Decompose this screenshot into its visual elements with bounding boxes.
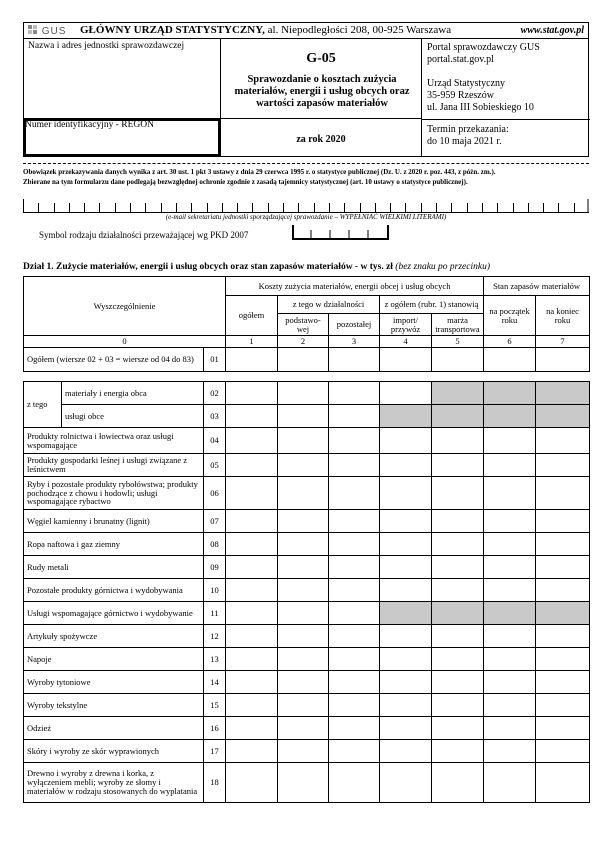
form-code: G-05 bbox=[306, 51, 336, 66]
col-num: 2 bbox=[278, 336, 329, 348]
header-stock: Stan zapasów materiałów bbox=[484, 277, 590, 296]
section-note: (bez znaku po przecinku) bbox=[395, 262, 491, 272]
data-cell[interactable] bbox=[226, 556, 278, 579]
header-activity: z tego w działalności bbox=[278, 296, 380, 314]
data-cell[interactable] bbox=[536, 510, 590, 533]
row-number: 16 bbox=[204, 717, 226, 740]
materials-table-body bbox=[23, 381, 590, 803]
data-cell[interactable] bbox=[329, 740, 380, 763]
data-cell[interactable] bbox=[536, 625, 590, 648]
row-number: 14 bbox=[204, 671, 226, 694]
data-cell[interactable] bbox=[536, 740, 590, 763]
row-number: 17 bbox=[204, 740, 226, 763]
data-cell[interactable] bbox=[278, 671, 329, 694]
data-cell[interactable] bbox=[432, 477, 484, 510]
data-cell[interactable] bbox=[432, 671, 484, 694]
data-cell[interactable] bbox=[536, 533, 590, 556]
data-cell[interactable] bbox=[432, 533, 484, 556]
disabled-cell bbox=[536, 382, 590, 405]
data-cell[interactable] bbox=[226, 717, 278, 740]
data-cell[interactable] bbox=[536, 454, 590, 477]
disabled-cell bbox=[536, 602, 590, 625]
email-field[interactable] bbox=[23, 199, 589, 213]
office-address: al. Niepodległości 208, 00-925 Warszawa bbox=[267, 24, 452, 36]
gus-logo bbox=[28, 25, 66, 37]
table-row bbox=[24, 382, 590, 405]
row-label: usługi obce bbox=[62, 405, 204, 428]
data-cell[interactable] bbox=[380, 382, 432, 405]
header-bar bbox=[23, 22, 589, 39]
data-cell[interactable] bbox=[380, 740, 432, 763]
data-cell[interactable] bbox=[484, 533, 536, 556]
data-cell[interactable] bbox=[432, 579, 484, 602]
col-num: 6 bbox=[484, 336, 536, 348]
data-cell[interactable] bbox=[484, 625, 536, 648]
data-cell[interactable] bbox=[329, 717, 380, 740]
data-cell[interactable] bbox=[278, 648, 329, 671]
row-label: Skóry i wyroby ze skór wyprawionych bbox=[24, 740, 204, 763]
gus-logo-icon bbox=[28, 25, 38, 35]
disabled-cell bbox=[432, 382, 484, 405]
row-label: Produkty gospodarki leśnej i usługi związane z leśnictwem bbox=[24, 454, 204, 477]
data-cell[interactable] bbox=[484, 763, 536, 803]
row-number: 04 bbox=[204, 428, 226, 454]
data-cell[interactable] bbox=[226, 533, 278, 556]
header-stock-end: na koniec roku bbox=[536, 296, 590, 336]
data-cell[interactable] bbox=[432, 510, 484, 533]
email-caption: (e-mail sekretariatu jednostki sporządzającej sprawozdanie – WYPEŁNIAĆ WIELKIMI LITERAMI) bbox=[165, 213, 447, 221]
data-cell[interactable] bbox=[432, 428, 484, 454]
disabled-cell bbox=[380, 405, 432, 428]
row-label: Węgiel kamienny i brunatny (lignit) bbox=[24, 510, 204, 533]
data-cell[interactable] bbox=[484, 510, 536, 533]
data-cell[interactable] bbox=[329, 477, 380, 510]
row-label: Drewno i wyroby z drewna i korka, z wyłączeniem mebli; wyroby ze słomy i materiałów w rodzaju stosowanych do wyplatania bbox=[24, 763, 204, 803]
row-number: 11 bbox=[204, 602, 226, 625]
data-cell[interactable] bbox=[484, 694, 536, 717]
z-tego-label: z tego bbox=[24, 382, 62, 428]
data-cell[interactable] bbox=[226, 671, 278, 694]
data-cell[interactable] bbox=[278, 740, 329, 763]
row-number: 02 bbox=[204, 382, 226, 405]
header-import: import/ przywóz bbox=[380, 314, 432, 336]
dashed-separator bbox=[23, 163, 589, 164]
data-cell[interactable] bbox=[329, 533, 380, 556]
data-cell[interactable] bbox=[329, 648, 380, 671]
data-cell[interactable] bbox=[380, 510, 432, 533]
data-cell[interactable] bbox=[536, 428, 590, 454]
data-cell[interactable] bbox=[278, 454, 329, 477]
data-cell[interactable] bbox=[278, 694, 329, 717]
data-cell[interactable] bbox=[484, 579, 536, 602]
table-row bbox=[24, 477, 590, 510]
table-row bbox=[24, 602, 590, 625]
deadline-label: Termin przekazania: bbox=[427, 124, 509, 135]
data-cell[interactable] bbox=[380, 694, 432, 717]
data-cell[interactable] bbox=[226, 454, 278, 477]
data-cell[interactable] bbox=[432, 347, 484, 371]
data-cell[interactable] bbox=[432, 556, 484, 579]
data-cell[interactable] bbox=[484, 740, 536, 763]
data-cell[interactable] bbox=[380, 763, 432, 803]
data-cell[interactable] bbox=[536, 648, 590, 671]
data-cell[interactable] bbox=[329, 625, 380, 648]
data-cell[interactable] bbox=[226, 405, 278, 428]
data-cell[interactable] bbox=[536, 579, 590, 602]
col-num: 3 bbox=[329, 336, 380, 348]
data-cell[interactable] bbox=[226, 579, 278, 602]
data-cell[interactable] bbox=[329, 763, 380, 803]
data-cell[interactable] bbox=[432, 648, 484, 671]
data-cell[interactable] bbox=[278, 763, 329, 803]
data-cell[interactable] bbox=[278, 602, 329, 625]
pkd-label: Symbol rodzaju działalności przeważającej wg PKD 2007 bbox=[39, 230, 249, 240]
email-comb-ticks bbox=[23, 199, 589, 212]
col-num: 7 bbox=[536, 336, 590, 348]
data-cell[interactable] bbox=[329, 579, 380, 602]
data-cell[interactable] bbox=[484, 671, 536, 694]
disabled-cell bbox=[432, 405, 484, 428]
data-cell[interactable] bbox=[484, 347, 536, 371]
col-num: 0 bbox=[24, 336, 226, 348]
data-cell[interactable] bbox=[226, 602, 278, 625]
data-cell[interactable] bbox=[484, 477, 536, 510]
row-number: 08 bbox=[204, 533, 226, 556]
header-description: Wyszczególnienie bbox=[24, 277, 226, 336]
row-number: 13 bbox=[204, 648, 226, 671]
data-cell[interactable] bbox=[380, 625, 432, 648]
data-cell[interactable] bbox=[432, 740, 484, 763]
data-cell[interactable] bbox=[484, 454, 536, 477]
header-block bbox=[23, 39, 589, 157]
data-cell[interactable] bbox=[484, 648, 536, 671]
data-cell[interactable] bbox=[432, 694, 484, 717]
data-cell[interactable] bbox=[278, 625, 329, 648]
office-line-3: ul. Jana III Sobieskiego 10 bbox=[427, 102, 534, 113]
data-cell[interactable] bbox=[484, 428, 536, 454]
row-number: 06 bbox=[204, 477, 226, 510]
row-label: Wyroby tekstylne bbox=[24, 694, 204, 717]
data-cell[interactable] bbox=[329, 510, 380, 533]
row-label: Ogółem (wiersze 02 + 03 = wiersze od 04 do 83) bbox=[24, 347, 204, 371]
office-line-1: Urząd Statystyczny bbox=[427, 78, 506, 89]
table-row bbox=[24, 763, 590, 803]
data-cell[interactable] bbox=[329, 347, 380, 371]
row-number: 03 bbox=[204, 405, 226, 428]
office-line-2: 35-959 Rzeszów bbox=[427, 90, 494, 101]
pkd-field[interactable] bbox=[292, 225, 389, 240]
row-label: Usługi wspomagające górnictwo i wydobywanie bbox=[24, 602, 204, 625]
header-other: pozostałej bbox=[329, 314, 380, 336]
table-row bbox=[24, 648, 590, 671]
data-cell[interactable] bbox=[536, 671, 590, 694]
row-label: Napoje bbox=[24, 648, 204, 671]
data-cell[interactable] bbox=[329, 671, 380, 694]
data-cell[interactable] bbox=[536, 347, 590, 371]
data-cell[interactable] bbox=[536, 717, 590, 740]
col-num: 4 bbox=[380, 336, 432, 348]
row-number: 12 bbox=[204, 625, 226, 648]
data-cell[interactable] bbox=[329, 694, 380, 717]
header-margin: marża transportowa bbox=[432, 314, 484, 336]
table-row bbox=[24, 717, 590, 740]
reporter-name-field[interactable] bbox=[26, 53, 218, 115]
data-cell[interactable] bbox=[536, 477, 590, 510]
table-row bbox=[24, 625, 590, 648]
col-num: 1 bbox=[226, 336, 278, 348]
row-label: Ryby i pozostałe produkty rybołówstwa; produkty pochodzące z chowu i hodowli; usługi wspomagające rybactwo bbox=[24, 477, 204, 510]
data-cell[interactable] bbox=[380, 428, 432, 454]
column-numbers-row bbox=[24, 336, 590, 348]
data-cell[interactable] bbox=[278, 477, 329, 510]
data-cell[interactable] bbox=[278, 533, 329, 556]
data-cell[interactable] bbox=[432, 717, 484, 740]
table-row bbox=[24, 740, 590, 763]
table-row bbox=[24, 671, 590, 694]
data-cell[interactable] bbox=[226, 510, 278, 533]
row-label: Ropa naftowa i gaz ziemny bbox=[24, 533, 204, 556]
disabled-cell bbox=[484, 602, 536, 625]
data-cell[interactable] bbox=[536, 763, 590, 803]
disabled-cell bbox=[432, 602, 484, 625]
data-cell[interactable] bbox=[278, 717, 329, 740]
data-cell[interactable] bbox=[278, 347, 329, 371]
data-cell[interactable] bbox=[278, 382, 329, 405]
office-name: GŁÓWNY URZĄD STATYSTYCZNY, bbox=[80, 24, 265, 36]
data-cell[interactable] bbox=[380, 347, 432, 371]
header-total: ogółem bbox=[226, 296, 278, 336]
data-cell[interactable] bbox=[380, 648, 432, 671]
regon-label: Numer identyfikacyjny - REGON bbox=[25, 120, 155, 130]
data-cell[interactable] bbox=[380, 454, 432, 477]
data-cell[interactable] bbox=[226, 740, 278, 763]
deadline bbox=[427, 124, 509, 148]
data-cell[interactable] bbox=[432, 625, 484, 648]
data-cell[interactable] bbox=[380, 556, 432, 579]
legal-line-1: Obowiązek przekazywania danych wynika z art. 30 ust. 1 pkt 3 ustawy z dnia 29 czerwca 1995 r. o statystyce publicznej (Dz. U. z 2020 r. poz. 443, z późn. zm.). bbox=[23, 168, 496, 176]
website-link[interactable]: www.stat.gov.pl bbox=[520, 25, 584, 36]
header-costs: Koszty zużycia materiałów, energii obcej i usług obcych bbox=[226, 277, 484, 296]
data-cell[interactable] bbox=[278, 428, 329, 454]
header-of-which: z ogółem (rubr. 1) stanowią bbox=[380, 296, 484, 314]
row-label: Artykuły spożywcze bbox=[24, 625, 204, 648]
data-cell[interactable] bbox=[226, 694, 278, 717]
data-cell[interactable] bbox=[329, 556, 380, 579]
table-row bbox=[24, 556, 590, 579]
data-cell[interactable] bbox=[226, 763, 278, 803]
data-cell[interactable] bbox=[278, 510, 329, 533]
row-label: Produkty rolnictwa i łowiectwa oraz usługi wspomagające bbox=[24, 428, 204, 454]
legal-note bbox=[23, 167, 593, 187]
form-title: Sprawozdanie o kosztach zużycia materiałów, energii i usług obcych oraz wartości zapasów materiałów bbox=[234, 74, 410, 109]
row-label: materiały i energia obca bbox=[62, 382, 204, 405]
data-cell[interactable] bbox=[484, 717, 536, 740]
table-row bbox=[24, 533, 590, 556]
row-number: 10 bbox=[204, 579, 226, 602]
portal-label: Portal sprawozdawczy GUS bbox=[427, 42, 540, 53]
regon-field[interactable] bbox=[24, 119, 220, 156]
table-row bbox=[24, 694, 590, 717]
table-row bbox=[24, 510, 590, 533]
gus-mark-text: GUS bbox=[41, 26, 67, 37]
row-label: Pozostałe produkty górnictwa i wydobywania bbox=[24, 579, 204, 602]
data-cell[interactable] bbox=[226, 382, 278, 405]
data-cell[interactable] bbox=[329, 405, 380, 428]
data-cell[interactable] bbox=[536, 694, 590, 717]
data-cell[interactable] bbox=[484, 556, 536, 579]
header-basic: podstawo-wej bbox=[278, 314, 329, 336]
office-line bbox=[80, 24, 451, 36]
portal-info bbox=[427, 42, 540, 114]
disabled-cell bbox=[484, 405, 536, 428]
data-cell[interactable] bbox=[226, 625, 278, 648]
disabled-cell bbox=[380, 602, 432, 625]
materials-table bbox=[23, 276, 590, 372]
table-row bbox=[24, 579, 590, 602]
data-cell[interactable] bbox=[380, 671, 432, 694]
row-label: Wyroby tytoniowe bbox=[24, 671, 204, 694]
data-cell[interactable] bbox=[380, 477, 432, 510]
table-row bbox=[24, 347, 590, 371]
row-label: Rudy metali bbox=[24, 556, 204, 579]
table-row bbox=[24, 405, 590, 428]
data-cell[interactable] bbox=[380, 579, 432, 602]
deadline-date: do 10 maja 2021 r. bbox=[427, 136, 502, 147]
data-cell[interactable] bbox=[226, 428, 278, 454]
report-year: za rok 2020 bbox=[296, 134, 346, 145]
data-cell[interactable] bbox=[226, 477, 278, 510]
data-cell[interactable] bbox=[329, 454, 380, 477]
data-cell[interactable] bbox=[329, 602, 380, 625]
data-cell[interactable] bbox=[380, 717, 432, 740]
row-number: 18 bbox=[204, 763, 226, 803]
row-number: 01 bbox=[204, 347, 226, 371]
row-number: 15 bbox=[204, 694, 226, 717]
section-title-text: Dział 1. Zużycie materiałów, energii i usług obcych oraz stan zapasów materiałów - w tys. zł bbox=[23, 262, 393, 272]
disabled-cell bbox=[484, 382, 536, 405]
legal-line-2: Zbierane na tym formularzu dane podlegają bezwzględnej ochronie zgodnie z zasadą tajemnicy statystycznej (art. 10 ustawy o statystyce publicznej). bbox=[23, 178, 468, 186]
portal-url[interactable]: portal.stat.gov.pl bbox=[427, 54, 494, 65]
data-cell[interactable] bbox=[432, 763, 484, 803]
data-cell[interactable] bbox=[329, 382, 380, 405]
data-cell[interactable] bbox=[329, 428, 380, 454]
data-cell[interactable] bbox=[380, 533, 432, 556]
header-stock-begin: na początek roku bbox=[484, 296, 536, 336]
section-title bbox=[23, 262, 490, 272]
table-row bbox=[24, 428, 590, 454]
row-number: 07 bbox=[204, 510, 226, 533]
row-label: Odzież bbox=[24, 717, 204, 740]
data-cell[interactable] bbox=[226, 347, 278, 371]
row-number: 09 bbox=[204, 556, 226, 579]
data-cell[interactable] bbox=[536, 556, 590, 579]
data-cell[interactable] bbox=[278, 556, 329, 579]
row-number: 05 bbox=[204, 454, 226, 477]
col-num: 5 bbox=[432, 336, 484, 348]
data-cell[interactable] bbox=[432, 454, 484, 477]
data-cell[interactable] bbox=[226, 648, 278, 671]
pkd-comb-ticks bbox=[292, 225, 389, 238]
reporter-label: Nazwa i adres jednostki sprawozdawczej bbox=[28, 41, 185, 51]
data-cell[interactable] bbox=[278, 579, 329, 602]
table-row bbox=[24, 454, 590, 477]
disabled-cell bbox=[536, 405, 590, 428]
data-cell[interactable] bbox=[278, 405, 329, 428]
